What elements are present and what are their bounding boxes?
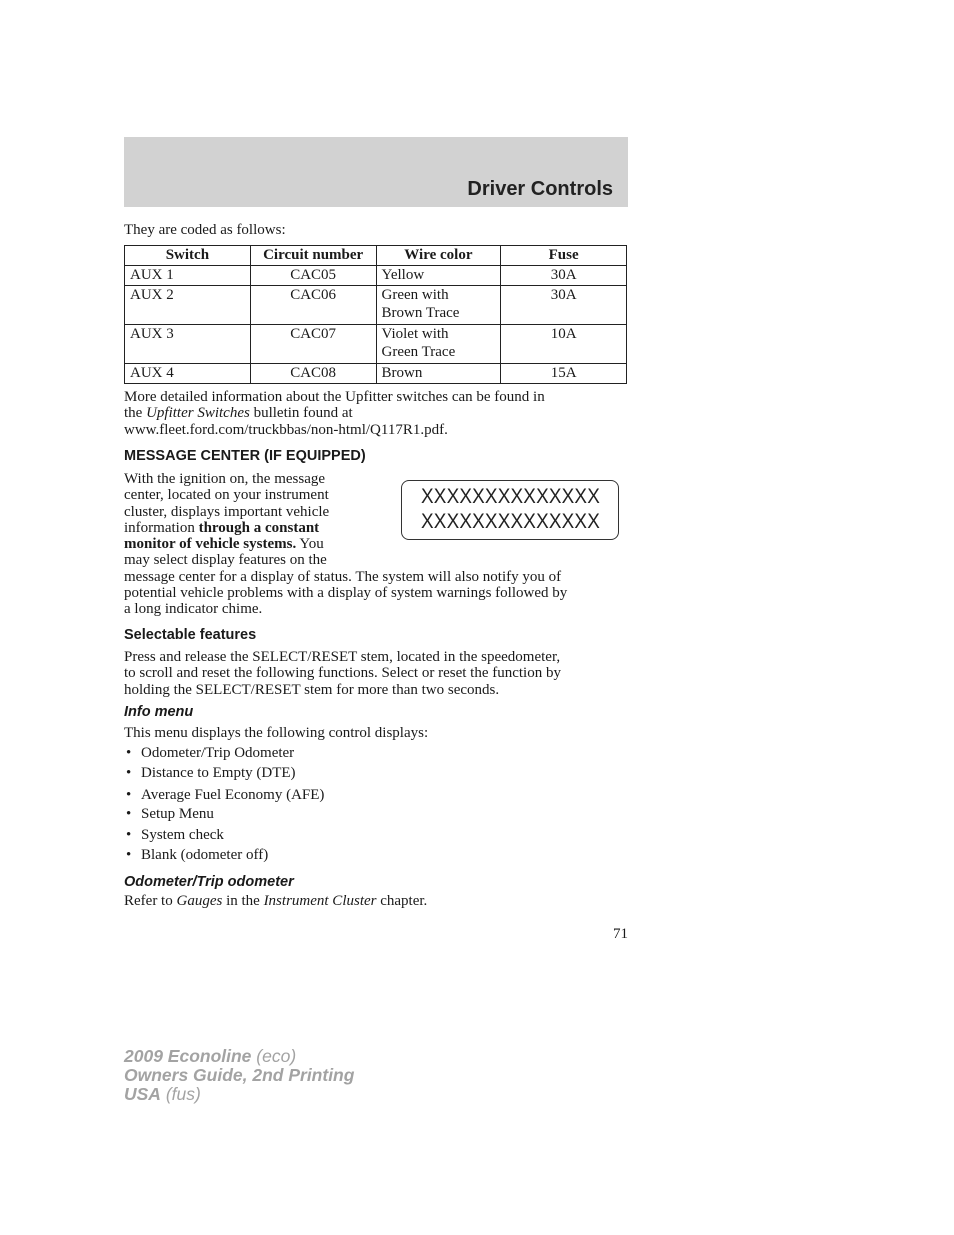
footer-line: [124, 1066, 354, 1085]
column-header: Switch: [125, 246, 251, 266]
italic-text: Instrument Cluster: [263, 893, 377, 909]
table-intro: They are coded as follows:: [124, 222, 286, 238]
column-header: Fuse: [501, 246, 627, 266]
fuse-cell: 15A: [501, 364, 627, 384]
circuit-cell: CAC08: [250, 364, 376, 384]
text-line: holding the SELECT/RESET stem for more than two seconds.: [124, 681, 500, 698]
fuse-cell: 10A: [501, 325, 627, 364]
wire-color-text: Violet with: [381, 326, 449, 342]
wire-color-text: Brown: [381, 365, 423, 381]
text-run: in the: [226, 893, 260, 909]
table-header-row: [125, 246, 627, 266]
fuse-cell: 30A: [501, 286, 627, 325]
switch-cell: AUX 2: [125, 286, 251, 325]
list-item: • Distance to Empty (DTE): [124, 765, 324, 787]
table-row: [125, 286, 627, 325]
message-center-heading: MESSAGE CENTER (IF EQUIPPED): [124, 448, 366, 464]
footer-line: [124, 1085, 354, 1104]
text-line: center, located on your instrument: [124, 487, 329, 504]
list-item: • Blank (odometer off): [124, 847, 324, 867]
display-line: XXXXXXXXXXXXXX: [421, 510, 601, 533]
text-line: Press and release the SELECT/RESET stem, located in the speedometer,: [124, 649, 561, 665]
list-item: • Average Fuel Economy (AFE): [124, 787, 324, 806]
switch-cell: AUX 3: [125, 325, 251, 364]
column-header: Circuit number: [250, 246, 376, 266]
text-run: information: [124, 519, 195, 536]
table-row: [125, 266, 627, 286]
footer-model: 2009 Econoline: [124, 1046, 252, 1066]
footer-code: (eco): [256, 1046, 297, 1066]
odometer-heading: Odometer/Trip odometer: [124, 874, 294, 890]
table-row: [125, 364, 627, 384]
chapter-title: Driver Controls: [467, 178, 613, 200]
list-item: • Setup Menu: [124, 806, 324, 826]
text-line: message center for a display of status. The system will also notify you of: [124, 568, 562, 585]
bold-text: through a constant: [198, 519, 320, 536]
wire-color-text: Yellow: [381, 267, 425, 283]
wire-cell: [376, 364, 501, 384]
more-info-paragraph: [124, 389, 628, 438]
selectable-features-heading: Selectable features: [124, 627, 257, 643]
selectable-features-paragraph: [124, 649, 628, 698]
wire-color-text: Green Trace: [381, 344, 456, 360]
bulletin-url: www.fleet.ford.com/truckbbas/non-html/Q117R1.pdf.: [124, 421, 448, 438]
info-menu-intro: This menu displays the following control displays:: [124, 725, 429, 741]
bulletin-name: Upfitter Switches: [146, 405, 250, 422]
chapter-header-band: [124, 137, 628, 207]
wire-color-text: Green with: [381, 287, 449, 303]
wire-cell: [376, 286, 501, 325]
wire-color-text: Brown Trace: [381, 305, 460, 321]
column-header: Wire color: [376, 246, 501, 266]
list-item: • System check: [124, 827, 324, 847]
circuit-cell: CAC07: [250, 325, 376, 364]
info-menu-heading: Info menu: [124, 704, 194, 720]
text-line: may select display features on the: [124, 552, 327, 569]
switch-cell: AUX 1: [125, 266, 251, 286]
text-run: bulletin found at: [253, 405, 353, 422]
footer-market: USA: [124, 1084, 161, 1104]
text-run: the: [124, 405, 143, 422]
text-line: With the ignition on, the message: [124, 471, 326, 487]
text-line: to scroll and reset the following functions. Select or reset the function by: [124, 665, 561, 682]
page-number: 71: [613, 926, 628, 942]
info-menu-list: [124, 745, 324, 867]
footer-code: (fus): [165, 1084, 201, 1104]
text-run: Refer to: [124, 893, 173, 909]
switch-cell: AUX 4: [125, 364, 251, 384]
circuit-cell: CAC06: [250, 286, 376, 325]
text-line: [124, 405, 628, 421]
bold-text: monitor of vehicle systems.: [124, 536, 297, 553]
list-item: • Odometer/Trip Odometer: [124, 745, 324, 765]
switch-code-table: [124, 245, 627, 384]
table-row: [125, 325, 627, 364]
footer-edition: Owners Guide, 2nd Printing: [124, 1065, 355, 1085]
circuit-cell: CAC05: [250, 266, 376, 286]
footer-line: [124, 1047, 354, 1066]
fuse-cell: 30A: [501, 266, 627, 286]
wire-cell: [376, 325, 501, 364]
text-line: a long indicator chime.: [124, 601, 263, 618]
italic-text: Gauges: [176, 893, 223, 909]
text-line: potential vehicle problems with a display of system warnings followed by: [124, 585, 568, 602]
text-run: You: [299, 536, 324, 553]
wire-cell: [376, 266, 501, 286]
odometer-paragraph: [124, 893, 628, 909]
display-line: XXXXXXXXXXXXXX: [421, 485, 601, 508]
message-center-display-illustration: [401, 480, 619, 540]
text-line: cluster, displays important vehicle: [124, 503, 330, 520]
text-line: More detailed information about the Upfitter switches can be found in: [124, 389, 545, 405]
publication-footer: [124, 1047, 354, 1104]
text-run: chapter.: [380, 893, 428, 909]
